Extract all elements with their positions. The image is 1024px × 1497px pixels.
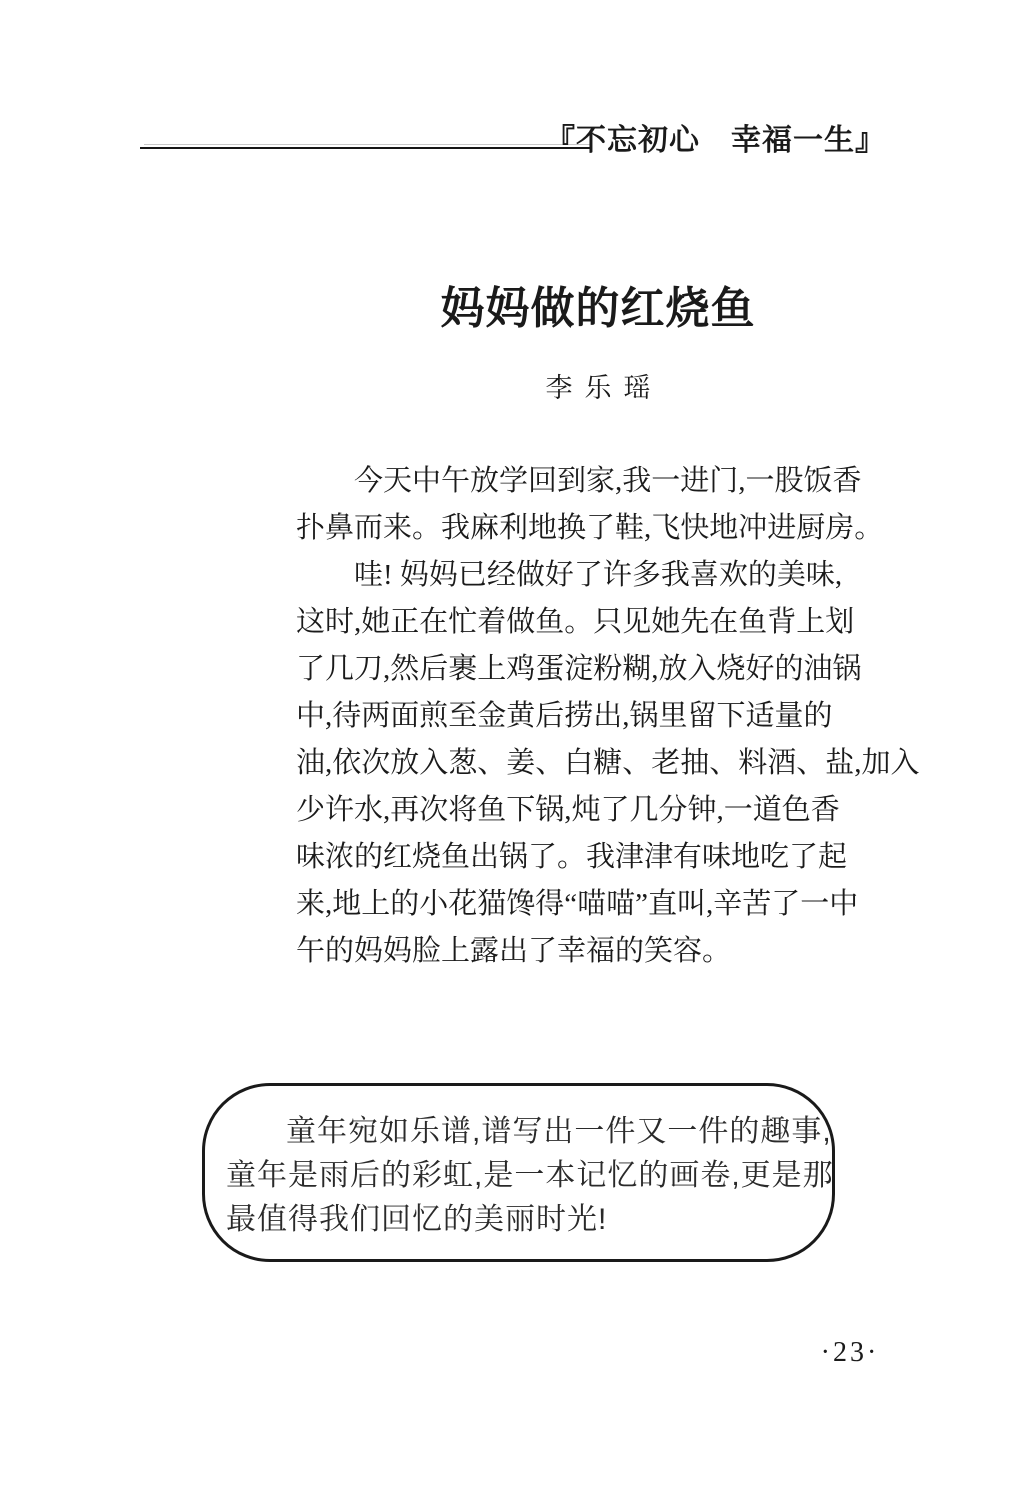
body-line: 味浓的红烧鱼出锅了。我津津有味地吃了起 [296, 841, 848, 873]
body-line: 这时,她正在忙着做鱼。只见她先在鱼背上划 [296, 606, 855, 638]
body-line: 来,地上的小花猫馋得“喵喵”直叫,辛苦了一中 [296, 888, 859, 920]
body-line: 了几刀,然后裹上鸡蛋淀粉糊,放入烧好的油锅 [296, 653, 862, 685]
running-header: 『不忘初心 幸福一生』 [545, 124, 886, 157]
note-box [202, 1083, 835, 1262]
body-line: 哇! 妈妈已经做好了许多我喜欢的美味, [354, 559, 843, 591]
note-line: 童年是雨后的彩虹,是一本记忆的画卷,更是那 [226, 1159, 834, 1192]
note-line: 童年宛如乐谱,谱写出一件又一件的趣事, [286, 1115, 832, 1148]
body-line: 今天中午放学回到家,我一进门,一股饭香 [354, 465, 862, 497]
body-line: 油,依次放入葱、姜、白糖、老抽、料酒、盐,加入 [296, 747, 920, 779]
body-line: 中,待两面煎至金黄后捞出,锅里留下适量的 [296, 700, 833, 732]
header-rule-shadow [144, 144, 592, 145]
author-name: 李乐瑶 [545, 373, 663, 403]
header-rule [140, 147, 592, 149]
article-title: 妈妈做的红烧鱼 [440, 284, 756, 333]
article-body [296, 458, 920, 975]
note-line: 最值得我们回忆的美丽时光! [226, 1203, 608, 1236]
body-line: 扑鼻而来。我麻利地换了鞋,飞快地冲进厨房。 [296, 512, 884, 544]
body-line: 午的妈妈脸上露出了幸福的笑容。 [296, 935, 732, 967]
body-line: 少许水,再次将鱼下锅,炖了几分钟,一道色香 [296, 794, 840, 826]
page-number: ·23· [820, 1337, 880, 1368]
